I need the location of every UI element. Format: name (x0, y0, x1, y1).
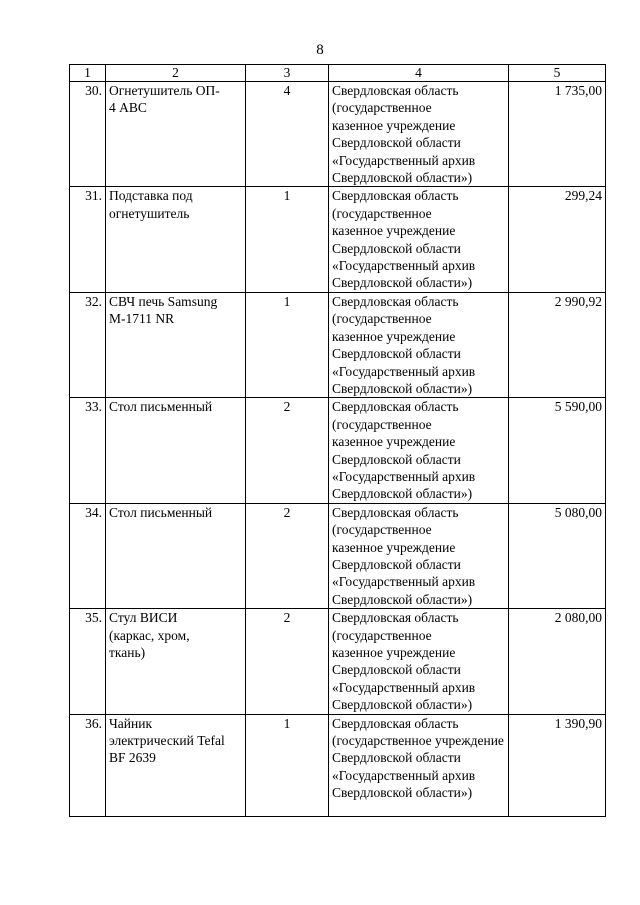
holder-line: (государственное (332, 100, 432, 116)
sum-cell (509, 398, 606, 503)
row-number: 36. (85, 715, 102, 731)
table-row (70, 503, 606, 608)
holder-line: Свердловской области (332, 135, 461, 151)
holder-line: Свердловской области (332, 662, 461, 678)
row-number-cell (70, 503, 106, 608)
holder-line: Свердловской области») (332, 275, 473, 291)
holder-line: «Государственный архив (332, 152, 476, 168)
item-name-line: (каркас, хром, (109, 627, 190, 643)
holder-line: Свердловской области») (332, 486, 473, 502)
holder-line: казенное учреждение (332, 223, 456, 239)
table-row (70, 714, 606, 816)
quantity-cell (246, 714, 329, 816)
row-number: 31. (85, 188, 102, 204)
holder-cell (329, 82, 509, 187)
holder-line: «Государственный архив (332, 767, 476, 783)
column-header: 1 (70, 65, 106, 82)
holder-line: Свердловской области (332, 750, 461, 766)
item-name-line: СВЧ печь Samsung (109, 293, 218, 309)
inventory-table (69, 64, 606, 817)
quantity: 2 (283, 610, 291, 626)
item-name-line: 4 АВС (109, 100, 147, 116)
sum-cell (509, 503, 606, 608)
quantity: 1 (283, 715, 291, 731)
quantity-cell (246, 503, 329, 608)
holder-line: Свердловская область (332, 610, 459, 626)
item-name-line: Стол письменный (109, 399, 213, 415)
row-number-cell (70, 82, 106, 187)
holder-cell (329, 398, 509, 503)
row-number: 33. (85, 399, 102, 415)
holder-line: Свердловская область (332, 504, 459, 520)
holder-line: казенное учреждение (332, 328, 456, 344)
row-number: 32. (85, 293, 102, 309)
holder-line: «Государственный архив (332, 363, 476, 379)
holder-line: Свердловская область (332, 399, 459, 415)
table-row (70, 292, 606, 397)
sum-cell (509, 714, 606, 816)
item-name-line: BF 2639 (109, 750, 156, 766)
holder-line: казенное учреждение (332, 434, 456, 450)
holder-line: (государственное (332, 416, 432, 432)
holder-line: Свердловская область (332, 715, 459, 731)
row-number-cell (70, 292, 106, 397)
row-number-cell (70, 609, 106, 714)
holder-line: (государственное (332, 205, 432, 221)
item-name-cell (106, 187, 246, 292)
holder-cell (329, 503, 509, 608)
holder-cell (329, 714, 509, 816)
quantity: 4 (283, 83, 291, 98)
sum-value: 5 590,00 (554, 399, 602, 415)
quantity-cell (246, 82, 329, 187)
sum-cell (509, 187, 606, 292)
item-name-line: Огнетушитель ОП- (109, 83, 220, 98)
quantity: 2 (283, 504, 291, 520)
sum-value: 299,24 (564, 188, 602, 204)
table-row (70, 398, 606, 503)
item-name-cell (106, 82, 246, 187)
item-name-line: Чайник (109, 715, 152, 731)
item-name-line: Стол письменный (109, 504, 213, 520)
sum-value: 2 990,92 (554, 293, 602, 309)
quantity: 2 (283, 399, 291, 415)
row-number: 35. (85, 610, 102, 626)
quantity-cell (246, 292, 329, 397)
row-number-cell (70, 714, 106, 816)
column-header: 4 (329, 65, 509, 82)
holder-line: Свердловской области») (332, 380, 473, 396)
item-name-cell (106, 609, 246, 714)
holder-line: Свердловская область (332, 83, 459, 98)
column-header: 2 (106, 65, 246, 82)
table-row (70, 187, 606, 292)
item-name-cell (106, 292, 246, 397)
quantity: 1 (283, 188, 291, 204)
item-name-line: огнетушитель (109, 205, 190, 221)
holder-line: (государственное (332, 311, 432, 327)
item-name-line: электрический Tefal (109, 733, 225, 749)
holder-line: Свердловской области (332, 556, 461, 572)
quantity-cell (246, 187, 329, 292)
holder-line: «Государственный архив (332, 574, 476, 590)
item-name-line: M-1711 NR (109, 311, 175, 327)
table-row (70, 609, 606, 714)
holder-line: Свердловской области (332, 451, 461, 467)
holder-line: (государственное (332, 627, 432, 643)
table-body (70, 82, 606, 817)
holder-line: «Государственный архив (332, 258, 476, 274)
holder-line: (государственное (332, 522, 432, 538)
holder-line: казенное учреждение (332, 539, 456, 555)
holder-line: «Государственный архив (332, 679, 476, 695)
item-name-line: Подставка под (109, 188, 193, 204)
quantity-cell (246, 609, 329, 714)
item-name-cell (106, 714, 246, 816)
quantity: 1 (283, 293, 291, 309)
sum-value: 2 080,00 (554, 610, 602, 626)
row-number: 30. (85, 83, 102, 98)
holder-cell (329, 609, 509, 714)
holder-line: Свердловской области (332, 346, 461, 362)
item-name-line: Стул ВИСИ (109, 610, 178, 626)
header-row (70, 65, 606, 82)
sum-cell (509, 82, 606, 187)
holder-line: Свердловской области») (332, 170, 473, 186)
table-row (70, 82, 606, 187)
holder-line: Свердловской области (332, 240, 461, 256)
item-name-cell (106, 503, 246, 608)
holder-cell (329, 292, 509, 397)
holder-cell (329, 187, 509, 292)
sum-cell (509, 292, 606, 397)
quantity-cell (246, 398, 329, 503)
sum-cell (509, 609, 606, 714)
column-header: 3 (246, 65, 329, 82)
holder-line: «Государственный архив (332, 468, 476, 484)
sum-value: 5 080,00 (554, 504, 602, 520)
page-number: 8 (316, 42, 324, 58)
holder-line: Свердловская область (332, 188, 459, 204)
sum-value: 1 390,90 (554, 715, 602, 731)
sum-value: 1 735,00 (554, 83, 602, 98)
holder-line: Свердловская область (332, 293, 459, 309)
row-number: 34. (85, 504, 102, 520)
holder-line: Свердловской области») (332, 591, 473, 607)
holder-line: казенное учреждение (332, 117, 456, 133)
row-number-cell (70, 398, 106, 503)
holder-line: Свердловской области») (332, 785, 473, 801)
holder-line: Свердловской области») (332, 697, 473, 713)
column-header: 5 (509, 65, 606, 82)
row-number-cell (70, 187, 106, 292)
holder-line: (государственное учреждение (332, 733, 504, 749)
item-name-line: ткань) (109, 645, 146, 660)
holder-line: казенное учреждение (332, 645, 456, 660)
item-name-cell (106, 398, 246, 503)
